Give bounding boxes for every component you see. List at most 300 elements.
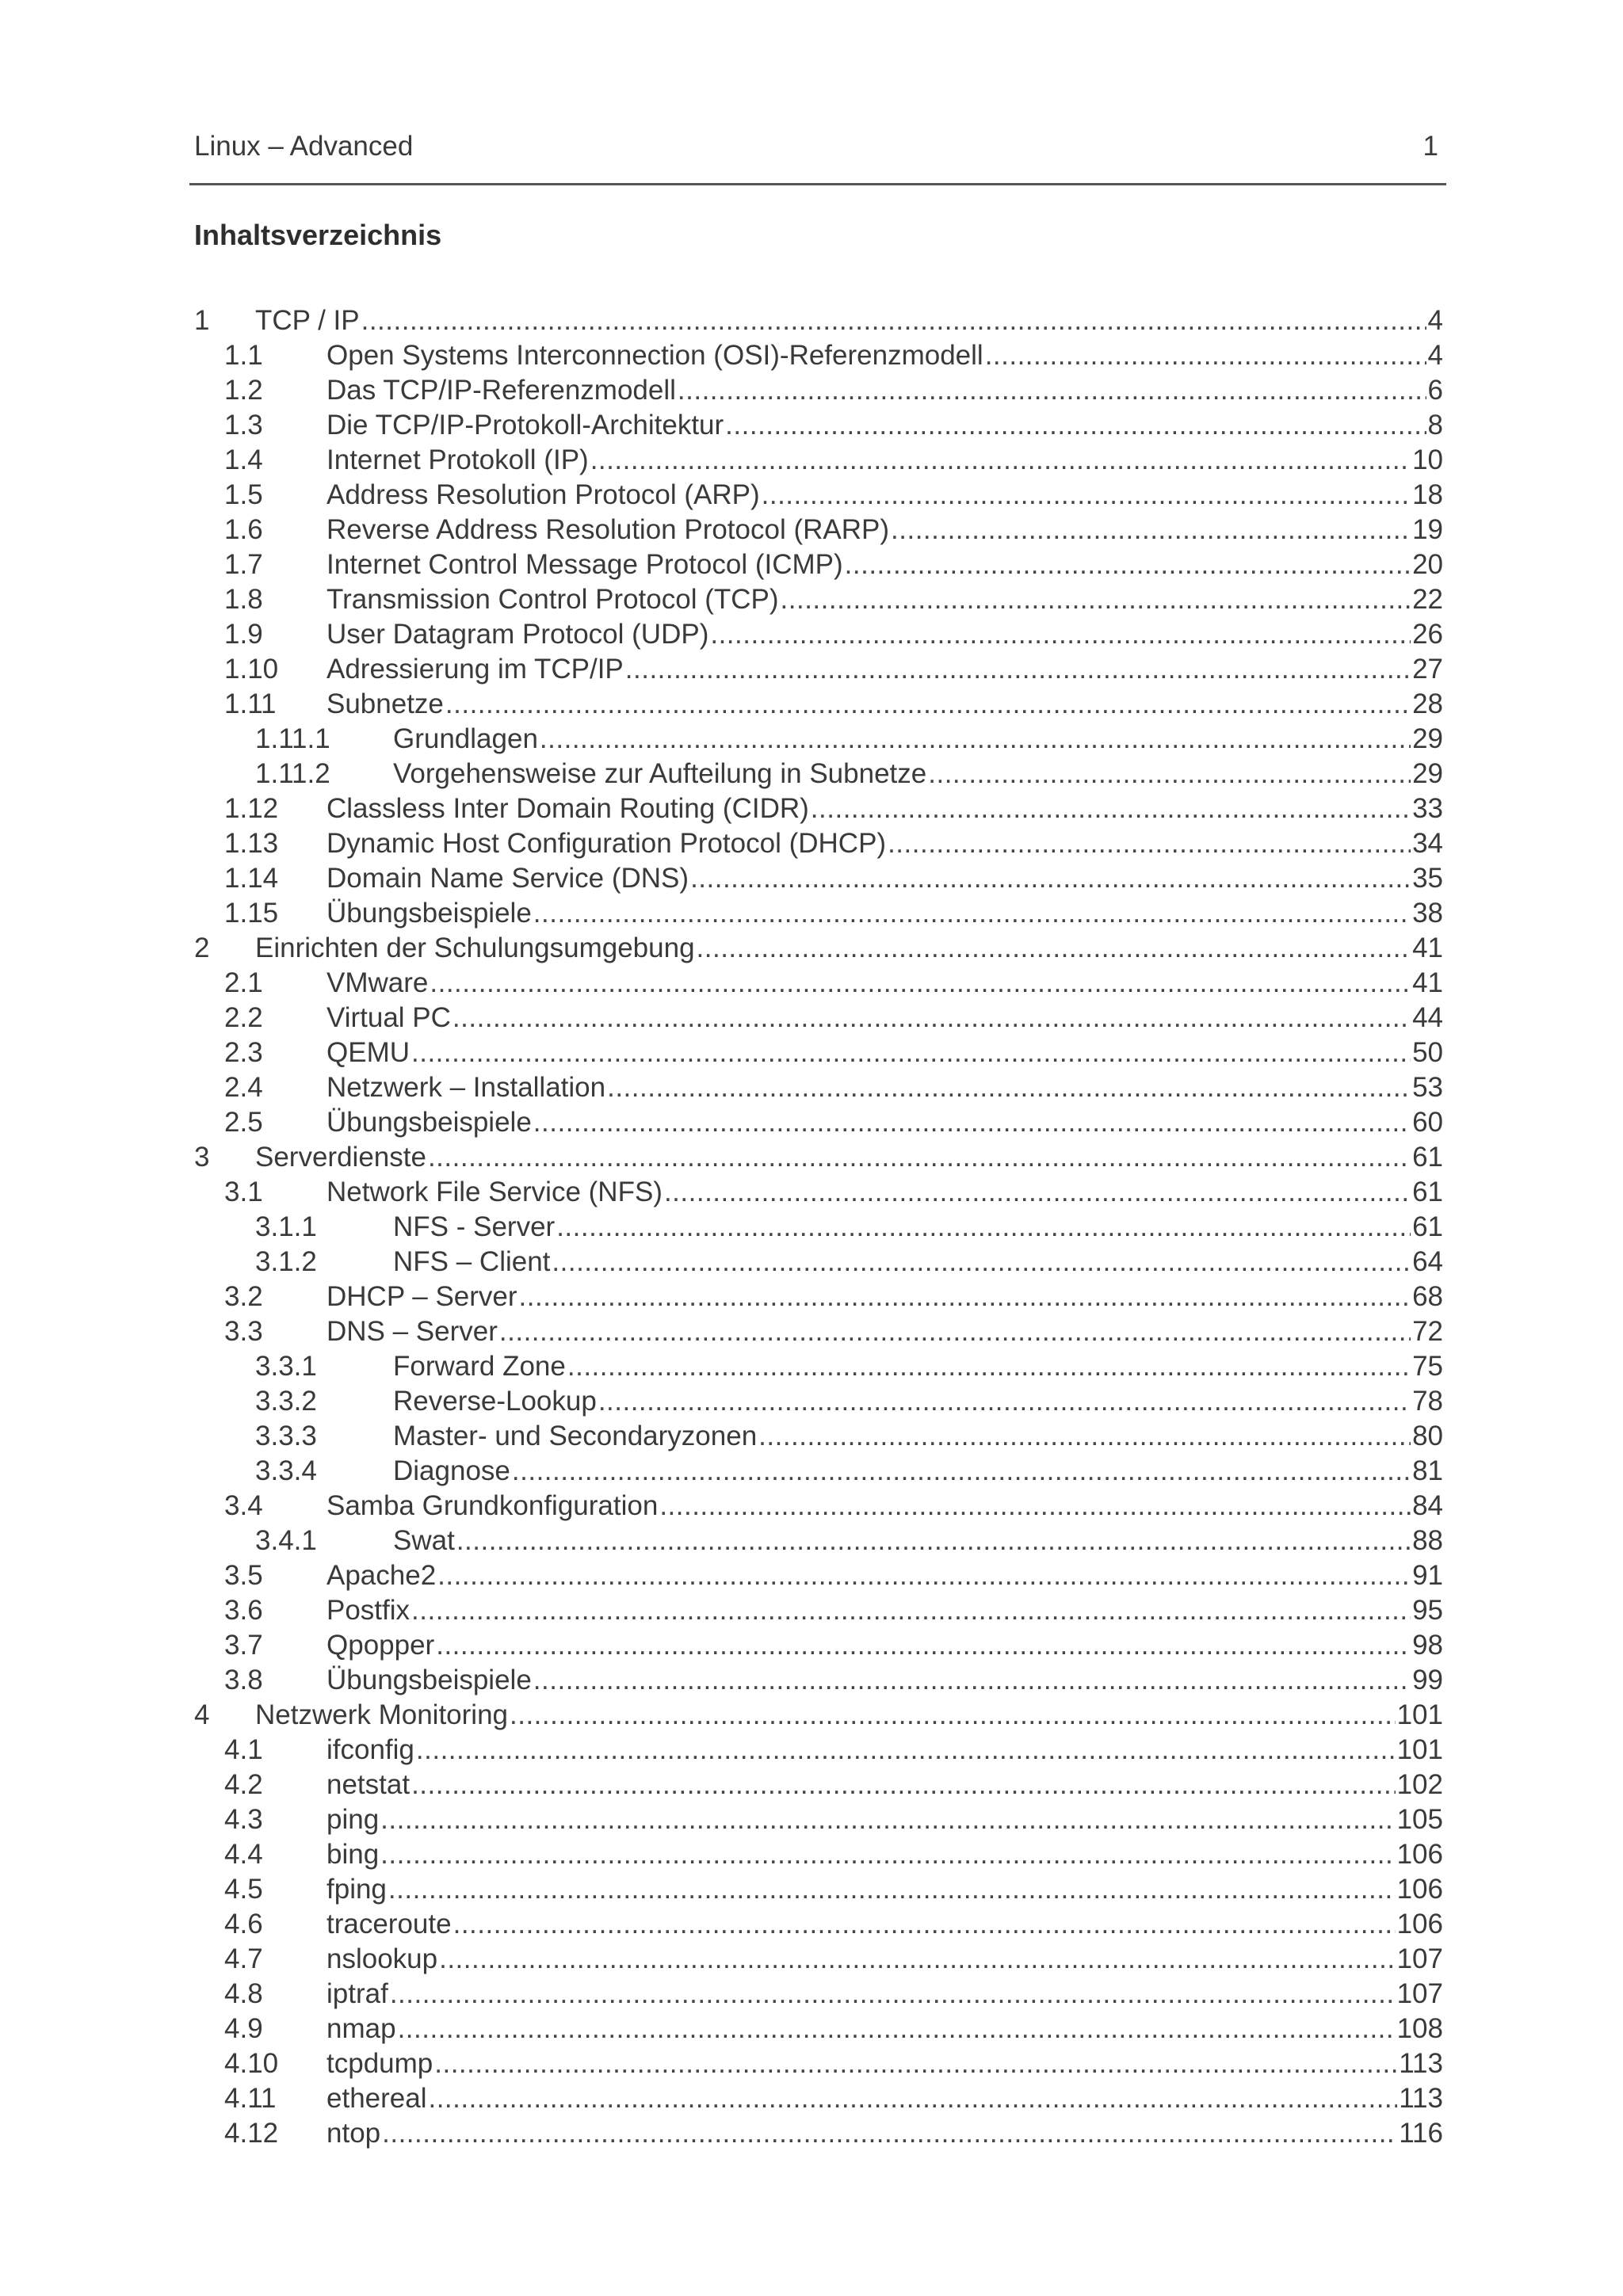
toc-entry-label [327, 582, 1443, 617]
toc-entry-number: 3.4.1 [255, 1525, 317, 1556]
toc-entry-number: 4.6 [224, 1909, 263, 1939]
toc-entry[interactable] [194, 1210, 1443, 1245]
toc-entry[interactable] [194, 652, 1443, 687]
toc-entry-label [327, 1175, 1443, 1210]
toc-entry-label [327, 1070, 1443, 1105]
toc-entry-title: DNS – Server [327, 1314, 499, 1349]
toc-entry-page: 108 [1396, 2012, 1443, 2046]
toc-entry-label [393, 1524, 1443, 1558]
toc-dot-leader [453, 1001, 1411, 1035]
table-of-contents [194, 303, 1443, 2151]
toc-entry[interactable] [194, 861, 1443, 896]
toc-entry-title: Übungsbeispiele [327, 1663, 533, 1698]
toc-dot-leader [678, 373, 1426, 408]
toc-dot-leader [697, 931, 1411, 966]
toc-entry-number: 1.3 [224, 410, 263, 441]
toc-entry-number: 1.11.1 [255, 723, 330, 754]
toc-entry-number: 3.7 [224, 1630, 263, 1661]
toc-entry-page: 20 [1411, 547, 1443, 582]
toc-entry-label [393, 1210, 1443, 1245]
toc-entry[interactable] [194, 1454, 1443, 1489]
toc-entry-page: 44 [1411, 1001, 1443, 1035]
toc-entry-title: Grundlagen [393, 722, 540, 757]
toc-entry-label [393, 1349, 1443, 1384]
toc-entry-page: 78 [1411, 1384, 1443, 1419]
toc-dot-leader [430, 966, 1411, 1001]
toc-entry[interactable] [194, 2012, 1443, 2046]
toc-entry-title: Serverdienste [255, 1140, 428, 1175]
toc-entry-number: 3.1.1 [255, 1211, 317, 1242]
toc-entry-page: 41 [1411, 966, 1443, 1001]
toc-entry[interactable] [194, 1070, 1443, 1105]
toc-entry[interactable] [194, 1837, 1443, 1872]
toc-entry[interactable] [194, 582, 1443, 617]
toc-dot-leader [382, 2116, 1397, 2151]
toc-entry[interactable] [194, 687, 1443, 722]
toc-entry-number: 3.3.4 [255, 1455, 317, 1486]
toc-dot-leader [781, 582, 1411, 617]
toc-entry-label [327, 2116, 1443, 2151]
toc-entry[interactable] [194, 1628, 1443, 1663]
toc-entry-title: Address Resolution Protocol (ARP) [327, 478, 762, 513]
toc-entry-number: 1.8 [224, 584, 263, 615]
toc-entry-label [393, 757, 1443, 791]
toc-entry-number: 3.8 [224, 1665, 263, 1695]
toc-entry-number: 4.1 [224, 1734, 263, 1765]
toc-entry-number: 2.5 [224, 1107, 263, 1138]
toc-entry-label [255, 1698, 1443, 1733]
toc-entry-title: iptraf [327, 1977, 390, 2012]
toc-entry-title: Postfix [327, 1593, 411, 1628]
toc-entry-label [327, 443, 1443, 478]
toc-entry-title: Network File Service (NFS) [327, 1175, 664, 1210]
toc-dot-leader [556, 1210, 1411, 1245]
toc-entry-label [327, 1663, 1443, 1698]
toc-entry-number: 1.15 [224, 898, 279, 929]
toc-entry-title: Übungsbeispiele [327, 896, 533, 931]
toc-entry[interactable] [194, 617, 1443, 652]
toc-entry-number: 1.2 [224, 375, 263, 406]
toc-entry-title: TCP / IP [255, 303, 361, 338]
toc-dot-leader [540, 722, 1411, 757]
toc-entry-title: Classless Inter Domain Routing (CIDR) [327, 791, 811, 826]
toc-entry-title: fping [327, 1872, 388, 1907]
toc-entry-title: Internet Protokoll (IP) [327, 443, 590, 478]
toc-dot-leader [762, 478, 1411, 513]
toc-dot-leader [590, 443, 1411, 478]
toc-entry[interactable] [194, 1001, 1443, 1035]
toc-entry[interactable] [194, 1977, 1443, 2012]
toc-entry[interactable] [194, 2081, 1443, 2116]
toc-entry-title: User Datagram Protocol (UDP) [327, 617, 710, 652]
toc-entry-label [327, 1977, 1443, 2012]
toc-entry-page: 53 [1411, 1070, 1443, 1105]
toc-entry-number: 1.4 [224, 444, 263, 475]
toc-entry[interactable] [194, 1802, 1443, 1837]
toc-entry-page: 75 [1411, 1349, 1443, 1384]
toc-entry[interactable] [194, 1245, 1443, 1280]
toc-dot-leader [361, 303, 1426, 338]
toc-entry-title: ethereal [327, 2081, 428, 2116]
toc-entry-title: Qpopper [327, 1628, 436, 1663]
toc-entry-title: Die TCP/IP-Protokoll-Architektur [327, 408, 725, 443]
toc-entry[interactable] [194, 722, 1443, 757]
toc-entry-page: 84 [1411, 1489, 1443, 1524]
toc-entry-label [327, 1942, 1443, 1977]
toc-entry-number: 1.12 [224, 793, 279, 824]
toc-entry-page: 106 [1396, 1907, 1443, 1942]
toc-dot-leader [434, 2046, 1397, 2081]
toc-dot-leader [411, 1593, 1411, 1628]
toc-dot-leader [416, 1733, 1396, 1768]
toc-entry-title: QEMU [327, 1035, 411, 1070]
toc-entry-label [327, 2046, 1443, 2081]
toc-entry[interactable] [194, 338, 1443, 373]
toc-entry-title: Übungsbeispiele [327, 1105, 533, 1140]
toc-entry-title: Subnetze [327, 687, 445, 722]
toc-entry-title: Einrichten der Schulungsumgebung [255, 931, 697, 966]
toc-entry-label [327, 1035, 1443, 1070]
page-header [194, 127, 1445, 171]
toc-dot-leader [512, 1454, 1411, 1489]
toc-entry-title: Swat [393, 1524, 456, 1558]
toc-entry-page: 101 [1396, 1698, 1443, 1733]
toc-entry-label [393, 1454, 1443, 1489]
toc-entry[interactable] [194, 1489, 1443, 1524]
toc-dot-leader [888, 826, 1411, 861]
toc-entry-title: bing [327, 1837, 380, 1872]
toc-entry-page: 33 [1411, 791, 1443, 826]
toc-entry[interactable] [194, 931, 1443, 966]
toc-entry[interactable] [194, 966, 1443, 1001]
toc-entry-page: 68 [1411, 1280, 1443, 1314]
toc-entry-number: 1.13 [224, 828, 279, 859]
toc-entry[interactable] [194, 757, 1443, 791]
toc-entry-page: 102 [1396, 1768, 1443, 1802]
toc-entry-page: 107 [1396, 1977, 1443, 2012]
toc-entry-page: 6 [1426, 373, 1443, 408]
toc-entry-title: nslookup [327, 1942, 439, 1977]
toc-dot-leader [428, 2081, 1397, 2116]
toc-dot-leader [533, 896, 1411, 931]
toc-entry[interactable] [194, 1419, 1443, 1454]
toc-entry-label [255, 303, 1443, 338]
toc-entry-title: Internet Control Message Protocol (ICMP) [327, 547, 845, 582]
toc-entry-number: 3.1 [224, 1177, 263, 1207]
toc-entry-page: 29 [1411, 722, 1443, 757]
toc-entry-number: 3.5 [224, 1560, 263, 1591]
toc-entry-page: 101 [1396, 1733, 1443, 1768]
toc-entry-page: 38 [1411, 896, 1443, 931]
toc-entry[interactable] [194, 303, 1443, 338]
toc-entry-number: 2.3 [224, 1037, 263, 1068]
toc-entry-title: Reverse Address Resolution Protocol (RARP) [327, 513, 891, 547]
toc-entry[interactable] [194, 547, 1443, 582]
toc-entry-number: 3.1.2 [255, 1246, 317, 1277]
toc-entry-page: 91 [1411, 1558, 1443, 1593]
toc-entry-page: 80 [1411, 1419, 1443, 1454]
toc-entry-title: ping [327, 1802, 380, 1837]
toc-entry-page: 106 [1396, 1872, 1443, 1907]
toc-entry-title: Samba Grundkonfiguration [327, 1489, 659, 1524]
toc-entry-number: 3.3.2 [255, 1386, 317, 1417]
toc-entry-number: 2.4 [224, 1072, 263, 1103]
toc-entry-page: 34 [1411, 826, 1443, 861]
toc-entry-page: 28 [1411, 687, 1443, 722]
toc-entry-title: DHCP – Server [327, 1280, 519, 1314]
toc-entry[interactable] [194, 791, 1443, 826]
toc-entry[interactable] [194, 513, 1443, 547]
toc-entry-page: 8 [1426, 408, 1443, 443]
toc-entry-page: 61 [1411, 1175, 1443, 1210]
toc-entry-page: 95 [1411, 1593, 1443, 1628]
toc-entry-title: traceroute [327, 1907, 453, 1942]
toc-entry-number: 2.2 [224, 1002, 263, 1033]
toc-entry-page: 60 [1411, 1105, 1443, 1140]
toc-dot-leader [533, 1663, 1411, 1698]
toc-entry-number: 1.7 [224, 549, 263, 580]
toc-dot-leader [436, 1628, 1411, 1663]
toc-entry-title: NFS - Server [393, 1210, 556, 1245]
toc-dot-leader [664, 1175, 1411, 1210]
toc-dot-leader [928, 757, 1411, 791]
toc-entry-label [327, 373, 1443, 408]
toc-entry-label [327, 1314, 1443, 1349]
toc-entry-page: 61 [1411, 1210, 1443, 1245]
toc-entry-label [327, 826, 1443, 861]
toc-entry-label [327, 791, 1443, 826]
toc-dot-leader [388, 1872, 1396, 1907]
toc-dot-leader [456, 1524, 1411, 1558]
toc-entry-number: 4.2 [224, 1769, 263, 1800]
toc-dot-leader [380, 1837, 1395, 1872]
toc-entry-title: Virtual PC [327, 1001, 453, 1035]
toc-entry[interactable] [194, 1140, 1443, 1175]
toc-entry-label [327, 896, 1443, 931]
toc-dot-leader [533, 1105, 1411, 1140]
toc-dot-leader [625, 652, 1411, 687]
header-title: Linux – Advanced [194, 131, 414, 162]
toc-entry-page: 64 [1411, 1245, 1443, 1280]
toc-entry-page: 29 [1411, 757, 1443, 791]
toc-entry[interactable] [194, 1907, 1443, 1942]
toc-entry[interactable] [194, 2046, 1443, 2081]
toc-entry-title: Forward Zone [393, 1349, 567, 1384]
toc-entry-label [327, 1105, 1443, 1140]
toc-entry-label [327, 2012, 1443, 2046]
toc-entry[interactable] [194, 1384, 1443, 1419]
toc-entry[interactable] [194, 2116, 1443, 2151]
toc-entry-number: 3.6 [224, 1595, 263, 1626]
toc-entry-label [393, 1419, 1443, 1454]
toc-entry-number: 3.3.3 [255, 1421, 317, 1451]
toc-entry-page: 4 [1426, 338, 1443, 373]
toc-entry-number: 4.11 [224, 2083, 277, 2114]
toc-entry-title: Transmission Control Protocol (TCP) [327, 582, 781, 617]
toc-entry-label [327, 617, 1443, 652]
toc-entry-label [327, 1802, 1443, 1837]
toc-entry-page: 113 [1397, 2081, 1443, 2116]
toc-entry-label [327, 687, 1443, 722]
toc-dot-leader [567, 1349, 1411, 1384]
toc-entry[interactable] [194, 1663, 1443, 1698]
toc-entry-title: nmap [327, 2012, 398, 2046]
toc-entry[interactable] [194, 1698, 1443, 1733]
toc-dot-leader [519, 1280, 1411, 1314]
toc-entry-label [327, 478, 1443, 513]
toc-dot-leader [453, 1907, 1396, 1942]
toc-entry-number: 2.1 [224, 967, 263, 998]
toc-entry-title: NFS – Client [393, 1245, 552, 1280]
toc-entry-title: Vorgehensweise zur Aufteilung in Subnetze [393, 757, 928, 791]
toc-dot-leader [891, 513, 1411, 547]
toc-entry-number: 4.12 [224, 2118, 279, 2149]
toc-entry[interactable] [194, 443, 1443, 478]
toc-dot-leader [398, 2012, 1396, 2046]
toc-dot-leader [659, 1489, 1411, 1524]
toc-entry-label [327, 2081, 1443, 2116]
toc-entry-page: 50 [1411, 1035, 1443, 1070]
toc-entry[interactable] [194, 1314, 1443, 1349]
toc-dot-leader [758, 1419, 1411, 1454]
toc-entry-page: 81 [1411, 1454, 1443, 1489]
toc-dot-leader [499, 1314, 1411, 1349]
toc-entry-page: 99 [1411, 1663, 1443, 1698]
toc-entry-page: 88 [1411, 1524, 1443, 1558]
toc-entry-number: 1 [194, 305, 210, 336]
toc-entry-label [327, 1907, 1443, 1942]
toc-entry[interactable] [194, 1175, 1443, 1210]
toc-entry[interactable] [194, 826, 1443, 861]
toc-entry-label [327, 1768, 1443, 1802]
toc-entry-number: 1.5 [224, 479, 263, 510]
toc-entry[interactable] [194, 373, 1443, 408]
toc-entry-page: 18 [1411, 478, 1443, 513]
toc-entry-title: Dynamic Host Configuration Protocol (DHCP) [327, 826, 888, 861]
toc-entry-label [327, 408, 1443, 443]
toc-entry[interactable] [194, 408, 1443, 443]
toc-entry[interactable] [194, 1872, 1443, 1907]
toc-dot-leader [411, 1035, 1411, 1070]
toc-entry-title: Apache2 [327, 1558, 437, 1593]
toc-entry-page: 4 [1426, 303, 1443, 338]
toc-dot-leader [811, 791, 1411, 826]
toc-entry-number: 1.11 [224, 688, 277, 719]
toc-entry-label [327, 513, 1443, 547]
toc-dot-leader [845, 547, 1411, 582]
toc-entry-title: Open Systems Interconnection (OSI)-Referenzmodell [327, 338, 985, 373]
toc-entry-page: 10 [1411, 443, 1443, 478]
toc-entry-number: 1.1 [224, 340, 263, 371]
toc-entry-number: 3.3.1 [255, 1351, 317, 1382]
toc-entry[interactable] [194, 1593, 1443, 1628]
toc-entry-page: 107 [1396, 1942, 1443, 1977]
toc-entry-number: 4.9 [224, 2013, 263, 2044]
toc-entry-page: 27 [1411, 652, 1443, 687]
toc-dot-leader [510, 1698, 1396, 1733]
toc-entry[interactable] [194, 1942, 1443, 1977]
toc-entry[interactable] [194, 1280, 1443, 1314]
toc-dot-leader [985, 338, 1426, 373]
toc-dot-leader [725, 408, 1426, 443]
toc-entry-label [327, 338, 1443, 373]
toc-entry-title: ifconfig [327, 1733, 416, 1768]
toc-entry-label [255, 931, 1443, 966]
toc-entry[interactable] [194, 1349, 1443, 1384]
toc-dot-leader [552, 1245, 1411, 1280]
toc-entry-title: Master- und Secondaryzonen [393, 1419, 758, 1454]
toc-entry[interactable] [194, 1524, 1443, 1558]
toc-entry-page: 116 [1397, 2116, 1443, 2151]
toc-entry-number: 1.10 [224, 654, 279, 685]
toc-entry-page: 98 [1411, 1628, 1443, 1663]
toc-entry-label [327, 1733, 1443, 1768]
toc-entry[interactable] [194, 896, 1443, 931]
toc-entry-label [327, 1280, 1443, 1314]
toc-entry[interactable] [194, 1768, 1443, 1802]
toc-entry-title: Adressierung im TCP/IP [327, 652, 625, 687]
toc-entry-label [255, 1140, 1443, 1175]
toc-entry-number: 3 [194, 1142, 210, 1173]
toc-entry-number: 4.8 [224, 1978, 263, 2009]
toc-entry-title: tcpdump [327, 2046, 434, 2081]
toc-entry-page: 61 [1411, 1140, 1443, 1175]
toc-entry-page: 22 [1411, 582, 1443, 617]
toc-entry-label [327, 861, 1443, 896]
toc-dot-leader [607, 1070, 1411, 1105]
toc-entry[interactable] [194, 1035, 1443, 1070]
toc-entry-number: 4.4 [224, 1839, 263, 1870]
toc-entry-number: 1.14 [224, 863, 279, 894]
toc-entry[interactable] [194, 1558, 1443, 1593]
toc-entry-number: 4 [194, 1699, 210, 1730]
toc-dot-leader [428, 1140, 1411, 1175]
toc-dot-leader [598, 1384, 1411, 1419]
toc-entry-number: 1.9 [224, 619, 263, 650]
toc-entry-title: VMware [327, 966, 430, 1001]
toc-dot-leader [445, 687, 1411, 722]
toc-entry-page: 41 [1411, 931, 1443, 966]
toc-entry-number: 4.10 [224, 2048, 279, 2079]
toc-dot-leader [690, 861, 1411, 896]
toc-dot-leader [439, 1942, 1395, 1977]
toc-entry-title: Das TCP/IP-Referenzmodell [327, 373, 678, 408]
toc-entry-label [327, 652, 1443, 687]
toc-dot-leader [411, 1768, 1396, 1802]
toc-entry[interactable] [194, 1733, 1443, 1768]
toc-entry-label [327, 1837, 1443, 1872]
toc-entry-number: 4.7 [224, 1943, 263, 1974]
toc-entry-page: 113 [1397, 2046, 1443, 2081]
toc-entry[interactable] [194, 1105, 1443, 1140]
toc-entry-number: 2 [194, 933, 210, 963]
toc-entry-label [393, 722, 1443, 757]
toc-dot-leader [437, 1558, 1411, 1593]
header-divider [189, 183, 1446, 185]
toc-entry-label [393, 1245, 1443, 1280]
toc-entry-label [327, 1628, 1443, 1663]
toc-entry-title: Diagnose [393, 1454, 512, 1489]
toc-entry-title: Netzwerk Monitoring [255, 1698, 510, 1733]
toc-entry-label [327, 1489, 1443, 1524]
toc-entry-number: 4.5 [224, 1874, 263, 1905]
toc-entry[interactable] [194, 478, 1443, 513]
toc-entry-number: 3.3 [224, 1316, 263, 1347]
toc-entry-label [393, 1384, 1443, 1419]
toc-entry-number: 1.11.2 [255, 758, 330, 789]
toc-entry-label [327, 547, 1443, 582]
toc-entry-label [327, 1872, 1443, 1907]
